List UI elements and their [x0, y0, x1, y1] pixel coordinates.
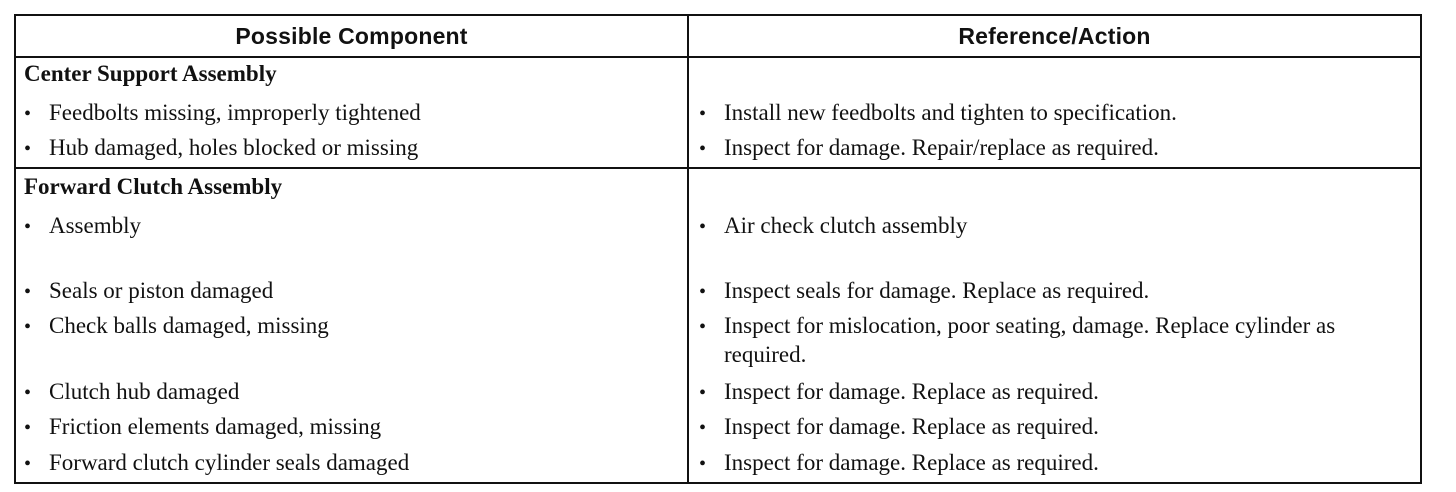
section-center-support [16, 58, 1420, 169]
bullet: • [24, 103, 32, 125]
component-item [24, 448, 409, 479]
action-text: Inspect for mislocation, poor seating, damage. Replace cylinder as required. [724, 313, 1336, 367]
action-item [699, 211, 967, 242]
action-item [699, 133, 1159, 164]
component-text: Friction elements damaged, missing [49, 414, 382, 439]
component-text: Forward clutch cylinder seals damaged [49, 450, 410, 475]
action-item [699, 276, 1149, 307]
bullet: • [699, 138, 707, 160]
component-item [24, 311, 329, 342]
action-text: Install new feedbolts and tighten to specification. [724, 100, 1177, 125]
section-component-cell [16, 58, 689, 167]
action-text: Inspect seals for damage. Replace as required. [724, 278, 1150, 303]
diagnosis-table [14, 14, 1422, 484]
table-header-row [16, 16, 1420, 58]
component-item [24, 412, 381, 443]
bullet: • [24, 281, 32, 303]
component-item [24, 98, 421, 129]
action-text: Inspect for damage. Replace as required. [724, 379, 1099, 404]
section-component-cell [16, 169, 689, 482]
action-item [699, 98, 1177, 129]
component-text: Clutch hub damaged [49, 379, 240, 404]
action-item [699, 311, 1364, 369]
component-text: Seals or piston damaged [49, 278, 274, 303]
section-title: Center Support Assembly [24, 61, 277, 86]
bullet: • [24, 382, 32, 404]
component-item [24, 377, 239, 408]
bullet: • [699, 281, 707, 303]
bullet: • [699, 103, 707, 125]
component-text: Assembly [49, 213, 141, 238]
bullet: • [699, 417, 707, 439]
header-reference-action: Reference/Action [958, 22, 1151, 49]
bullet: • [24, 138, 32, 160]
bullet: • [24, 417, 32, 439]
component-text: Feedbolts missing, improperly tightened [49, 100, 421, 125]
bullet: • [699, 382, 707, 404]
action-text: Inspect for damage. Replace as required. [724, 414, 1099, 439]
component-item [24, 211, 141, 242]
action-text: Air check clutch assembly [724, 213, 968, 238]
section-action-cell [689, 58, 1420, 167]
bullet: • [699, 316, 707, 338]
component-text: Hub damaged, holes blocked or missing [49, 135, 419, 160]
component-item [24, 276, 273, 307]
bullet: • [24, 316, 32, 338]
component-item [24, 133, 418, 164]
header-possible-component: Possible Component [16, 16, 689, 56]
bullet: • [24, 216, 32, 238]
action-item [699, 412, 1099, 443]
bullet: • [699, 216, 707, 238]
action-item [699, 377, 1099, 408]
action-item [699, 448, 1099, 479]
component-text: Check balls damaged, missing [49, 313, 329, 338]
section-action-cell [689, 169, 1420, 482]
bullet: • [24, 453, 32, 475]
bullet: • [699, 453, 707, 475]
section-forward-clutch [16, 169, 1420, 482]
action-text: Inspect for damage. Repair/replace as required. [724, 135, 1159, 160]
section-title: Forward Clutch Assembly [24, 174, 283, 199]
action-text: Inspect for damage. Replace as required. [724, 450, 1099, 475]
